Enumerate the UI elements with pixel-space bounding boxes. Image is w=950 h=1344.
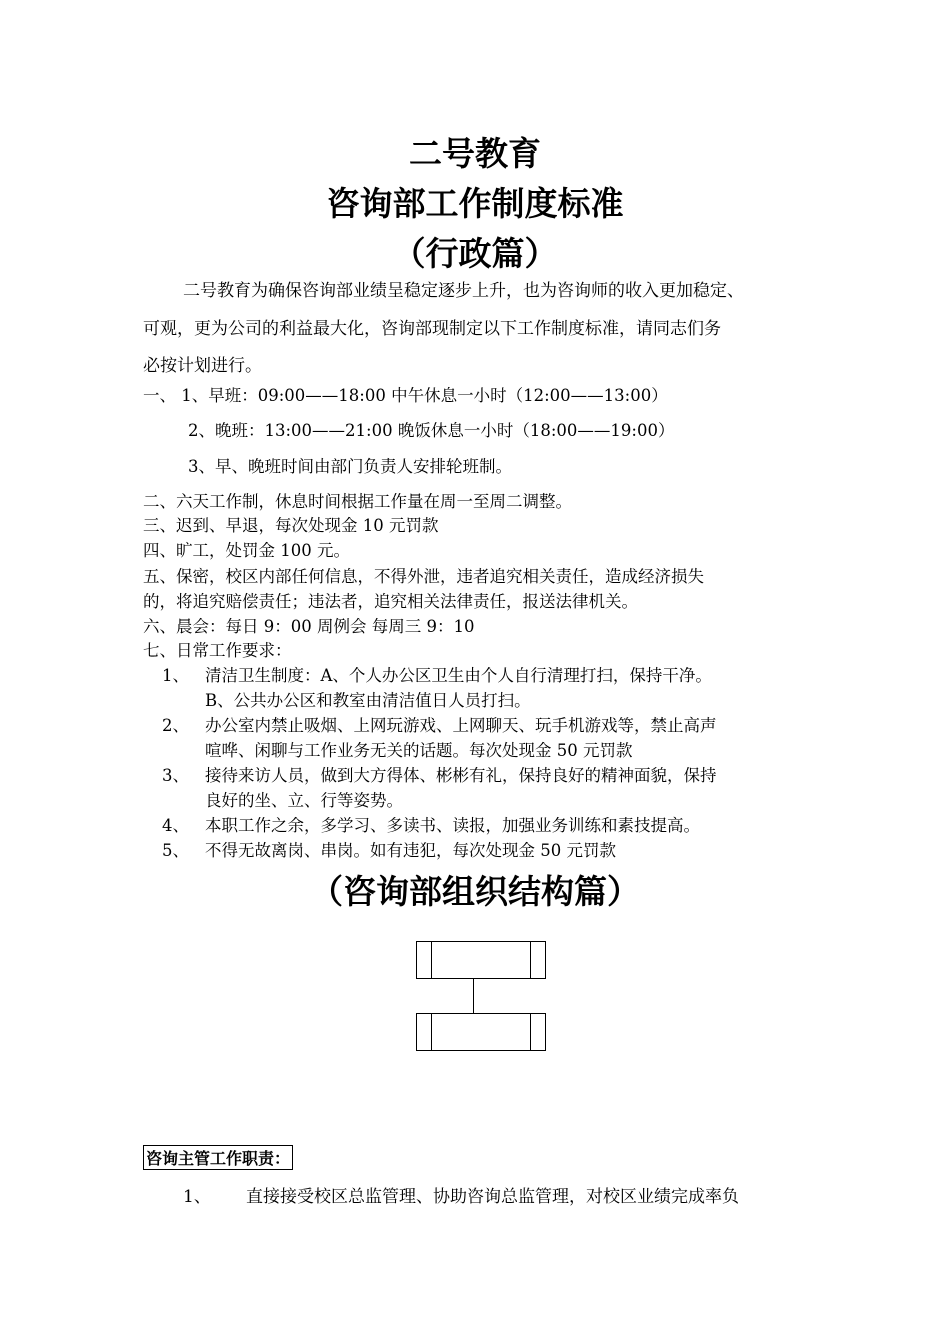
- daily-1-line2: B、公共办公区和教室由清洁值日人员打扫。: [205, 691, 531, 710]
- rule-3: 三、迟到、早退，每次处现金 10 元罚款: [143, 516, 439, 535]
- rule-2: 二、六天工作制，休息时间根据工作量在周一至周二调整。: [143, 492, 572, 511]
- org-connector-line: [473, 979, 474, 1013]
- schedule-item-1: 一、 1、早班：09:00——18:00 中午休息一小时（12:00——13:00）: [143, 386, 668, 405]
- org-box-bottom-right-rule: [530, 1014, 531, 1050]
- section-title-org: （咨询部组织结构篇）: [310, 872, 640, 911]
- org-box-bottom-left-rule: [431, 1014, 432, 1050]
- org-box-top: [416, 941, 546, 979]
- supervisor-item-1-num: 1、: [183, 1187, 211, 1207]
- daily-2-line1: 办公室内禁止吸烟、上网玩游戏、上网聊天、玩手机游戏等，禁止高声: [205, 716, 717, 735]
- daily-1-line1: 清洁卫生制度：A、个人办公区卫生由个人自行清理打扫，保持干净。: [205, 666, 712, 685]
- schedule-item-3: 3、早、晚班时间由部门负责人安排轮班制。: [188, 457, 512, 476]
- doc-title-line3: （行政篇）: [392, 234, 558, 273]
- daily-4-line1: 本职工作之余，多学习、多读书、读报，加强业务训练和素技提高。: [205, 816, 700, 835]
- rule-5-line2: 的，将追究赔偿责任；违法者，追究相关法律责任，报送法律机关。: [143, 592, 638, 611]
- daily-4-num: 4、: [162, 816, 189, 835]
- daily-3-num: 3、: [162, 766, 189, 785]
- intro-line-2: 可观，更为公司的利益最大化，咨询部现制定以下工作制度标准，请同志们务: [143, 319, 721, 339]
- daily-3-line2: 良好的坐、立、行等姿势。: [205, 791, 403, 810]
- daily-5-line1: 不得无故离岗、串岗。如有违犯，每次处现金 50 元罚款: [205, 841, 616, 860]
- org-box-bottom: [416, 1013, 546, 1051]
- schedule-item-2: 2、晚班：13:00——21:00 晚饭休息一小时（18:00——19:00）: [188, 421, 675, 440]
- org-box-top-right-rule: [530, 942, 531, 978]
- supervisor-heading: 咨询主管工作职责：: [143, 1145, 293, 1170]
- doc-title-line2: 咨询部工作制度标准: [326, 184, 624, 223]
- daily-2-line2: 喧哗、闲聊与工作业务无关的话题。每次处现金 50 元罚款: [205, 741, 633, 760]
- daily-3-line1: 接待来访人员，做到大方得体、彬彬有礼，保持良好的精神面貌，保持: [205, 766, 717, 785]
- rule-6: 六、晨会：每日 9：00 周例会 每周三 9：10: [143, 617, 475, 636]
- rule-4: 四、旷工，处罚金 100 元。: [143, 541, 350, 560]
- rule-7: 七、日常工作要求：: [143, 641, 292, 660]
- daily-5-num: 5、: [162, 841, 189, 860]
- daily-2-num: 2、: [162, 716, 189, 735]
- intro-line-3: 必按计划进行。: [143, 356, 262, 376]
- rule-5-line1: 五、保密，校区内部任何信息，不得外泄，违者追究相关责任，造成经济损失: [143, 567, 704, 586]
- org-box-top-left-rule: [431, 942, 432, 978]
- daily-1-num: 1、: [162, 666, 189, 685]
- doc-title-line1: 二号教育: [409, 134, 541, 173]
- intro-line-1: 二号教育为确保咨询部业绩呈稳定逐步上升，也为咨询师的收入更加稳定、: [183, 281, 744, 301]
- supervisor-item-1-text: 直接接受校区总监管理、协助咨询总监管理，对校区业绩完成率负: [246, 1187, 739, 1207]
